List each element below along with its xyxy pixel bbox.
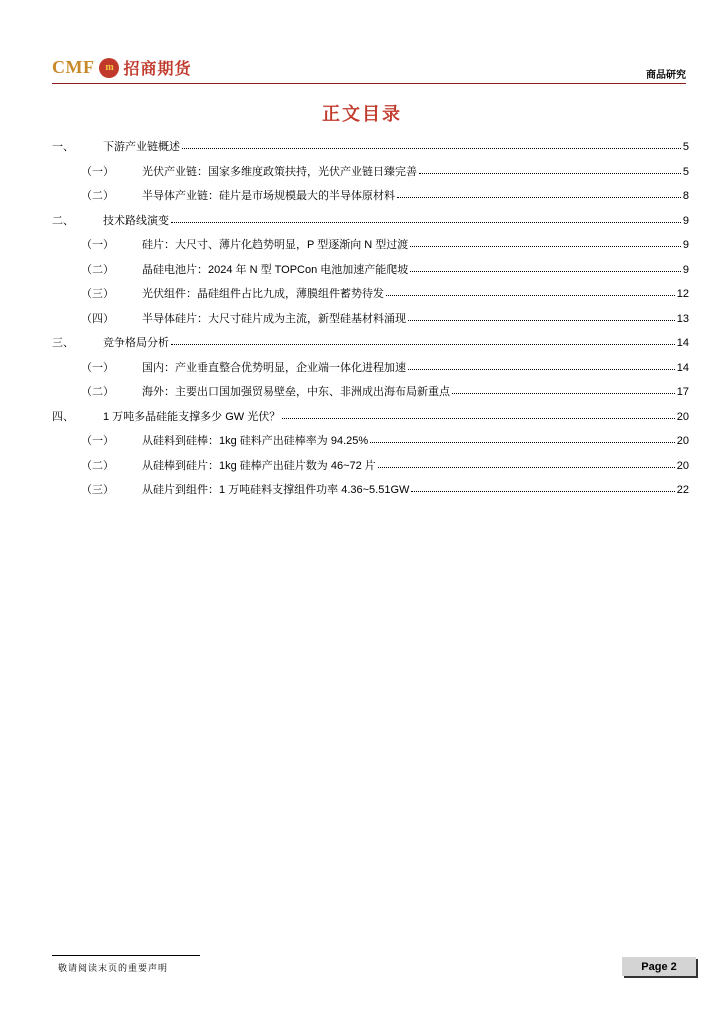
toc-entry-page: 9 <box>682 239 689 251</box>
toc-entry-title[interactable]: 半导体硅片：大尺寸硅片成为主流，新型硅基材料涌现 <box>142 312 406 325</box>
toc-entry-title[interactable]: 光伏产业链：国家多维度政策扶持，光伏产业链日臻完善 <box>142 165 417 178</box>
toc-entry-line <box>103 407 689 427</box>
toc-entry-line <box>103 333 689 353</box>
logo-chinese-name: 招商期货 <box>123 59 192 78</box>
header-divider <box>52 83 686 84</box>
toc-dot-leader <box>282 407 675 419</box>
toc-entry[interactable] <box>52 186 689 211</box>
toc-entry-number: （一） <box>81 239 114 251</box>
toc-entry-page: 20 <box>676 459 689 472</box>
toc-entry-page: 13 <box>676 312 689 325</box>
toc-entry-title[interactable]: 国内：产业垂直整合优势明显，企业端一体化进程加速 <box>142 361 406 374</box>
toc-entry-number: （一） <box>81 435 114 447</box>
toc-entry-line <box>103 211 689 231</box>
toc-entry-line <box>142 260 689 280</box>
toc-entry-number: 三、 <box>52 337 74 349</box>
toc-entry-title[interactable]: 半导体产业链：硅片是市场规模最大的半导体原材料 <box>142 190 395 202</box>
header-section-label: 商品研究 <box>646 70 686 81</box>
toc-dot-leader <box>410 260 681 272</box>
toc-entry[interactable] <box>52 309 689 334</box>
toc-entry[interactable] <box>52 431 689 456</box>
toc-dot-leader <box>408 309 675 321</box>
toc-entry-title[interactable]: 下游产业链概述 <box>103 141 180 153</box>
toc-entry-line <box>142 309 689 329</box>
toc-entry-line <box>142 358 689 378</box>
toc-entry[interactable] <box>52 382 689 407</box>
toc-entry-page: 14 <box>676 337 689 349</box>
toc-entry[interactable] <box>52 358 689 383</box>
toc-entry[interactable] <box>52 260 689 285</box>
toc-entry-page: 22 <box>676 484 689 496</box>
logo-emblem-icon: m <box>99 58 119 78</box>
toc-entry-page: 9 <box>682 214 689 227</box>
toc-dot-leader <box>408 358 675 370</box>
toc-entry-title[interactable]: 技术路线演变 <box>103 214 169 227</box>
toc-entry-number: 一、 <box>52 141 74 153</box>
toc-entry-number: （一） <box>81 165 114 178</box>
toc-entry[interactable] <box>52 480 689 505</box>
toc-entry-line <box>142 162 689 182</box>
toc-entry-line <box>142 186 689 206</box>
toc-dot-leader <box>410 235 681 247</box>
disclaimer-note: 敬请阅读末页的重要声明 <box>58 964 169 974</box>
toc-entry-title[interactable]: 光伏组件：晶硅组件占比九成，薄膜组件蓄势待发 <box>142 288 384 300</box>
toc-entry-page: 20 <box>676 435 689 447</box>
toc-entry-number: （二） <box>81 459 114 472</box>
toc-entry[interactable] <box>52 333 689 358</box>
toc-entry-number: （一） <box>81 361 114 374</box>
toc-dot-leader <box>397 186 681 198</box>
toc-dot-leader <box>378 456 675 468</box>
toc-entry-page: 5 <box>682 165 689 178</box>
toc-entry-number: （二） <box>81 263 114 276</box>
toc-title: 正文目录 <box>322 104 402 124</box>
toc-entry-line <box>142 431 689 451</box>
toc-entry-page: 5 <box>682 141 689 153</box>
toc-entry-page: 9 <box>682 263 689 276</box>
toc-entry-number: （三） <box>81 484 114 496</box>
toc-entry-page: 20 <box>676 410 689 423</box>
toc-entry-line <box>142 284 689 304</box>
toc-dot-leader <box>171 333 675 345</box>
toc-entry-title[interactable]: 硅片：大尺寸、薄片化趋势明显，P 型逐渐向 N 型过渡 <box>142 239 409 251</box>
toc-entry-line <box>142 235 689 255</box>
toc-entry[interactable] <box>52 162 689 187</box>
toc-entry[interactable] <box>52 235 689 260</box>
toc-dot-leader <box>182 137 681 149</box>
logo-cmf-text: CMF <box>52 57 95 77</box>
page-number-badge: Page 2 <box>622 957 696 976</box>
toc-entry-title[interactable]: 从硅棒到硅片：1kg 硅棒产出硅片数为 46~72 片 <box>142 459 376 472</box>
toc-entry-title[interactable]: 1 万吨多晶硅能支撑多少 GW 光伏？ <box>103 410 281 423</box>
page-header <box>52 56 686 84</box>
toc-entry[interactable] <box>52 456 689 481</box>
toc-dot-leader <box>452 382 675 394</box>
toc-entry-title[interactable]: 晶硅电池片：2024 年 N 型 TOPCon 电池加速产能爬坡 <box>142 263 409 276</box>
toc-dot-leader <box>411 480 674 492</box>
toc-dot-leader <box>386 284 675 296</box>
toc-entry-line <box>142 480 689 500</box>
toc-entry[interactable] <box>52 407 689 432</box>
toc-entry-page: 8 <box>682 190 689 202</box>
toc-entry-title[interactable]: 从硅片到组件：1 万吨硅料支撑组件功率 4.36~5.51GW <box>142 484 410 496</box>
toc-entry[interactable] <box>52 284 689 309</box>
toc-entry-page: 12 <box>676 288 689 300</box>
toc-entry[interactable] <box>52 137 689 162</box>
toc-entry-number: 二、 <box>52 214 74 227</box>
footer-divider <box>52 955 200 956</box>
toc-dot-leader <box>419 162 681 174</box>
toc-entry-number: 四、 <box>52 410 74 423</box>
toc-entry-title[interactable]: 海外：主要出口国加强贸易壁垒，中东、非洲成出海布局新重点 <box>142 386 450 398</box>
toc-entry[interactable] <box>52 211 689 236</box>
company-logo <box>52 56 192 79</box>
toc-dot-leader <box>370 431 675 443</box>
toc-entry-title[interactable]: 竞争格局分析 <box>103 337 169 349</box>
toc-entry-number: （二） <box>81 386 114 398</box>
toc-dot-leader <box>171 211 681 223</box>
toc-entry-page: 14 <box>676 361 689 374</box>
toc-entry-line <box>142 456 689 476</box>
toc-entry-page: 17 <box>676 386 689 398</box>
toc-entry-title[interactable]: 从硅料到硅棒：1kg 硅料产出硅棒率为 94.25% <box>142 435 369 447</box>
toc-entry-number: （三） <box>81 288 114 300</box>
toc-entry-number: （二） <box>81 190 114 202</box>
toc-entry-line <box>142 382 689 402</box>
toc-entry-number: （四） <box>81 312 114 325</box>
table-of-contents <box>52 137 689 505</box>
toc-entry-line <box>103 137 689 157</box>
